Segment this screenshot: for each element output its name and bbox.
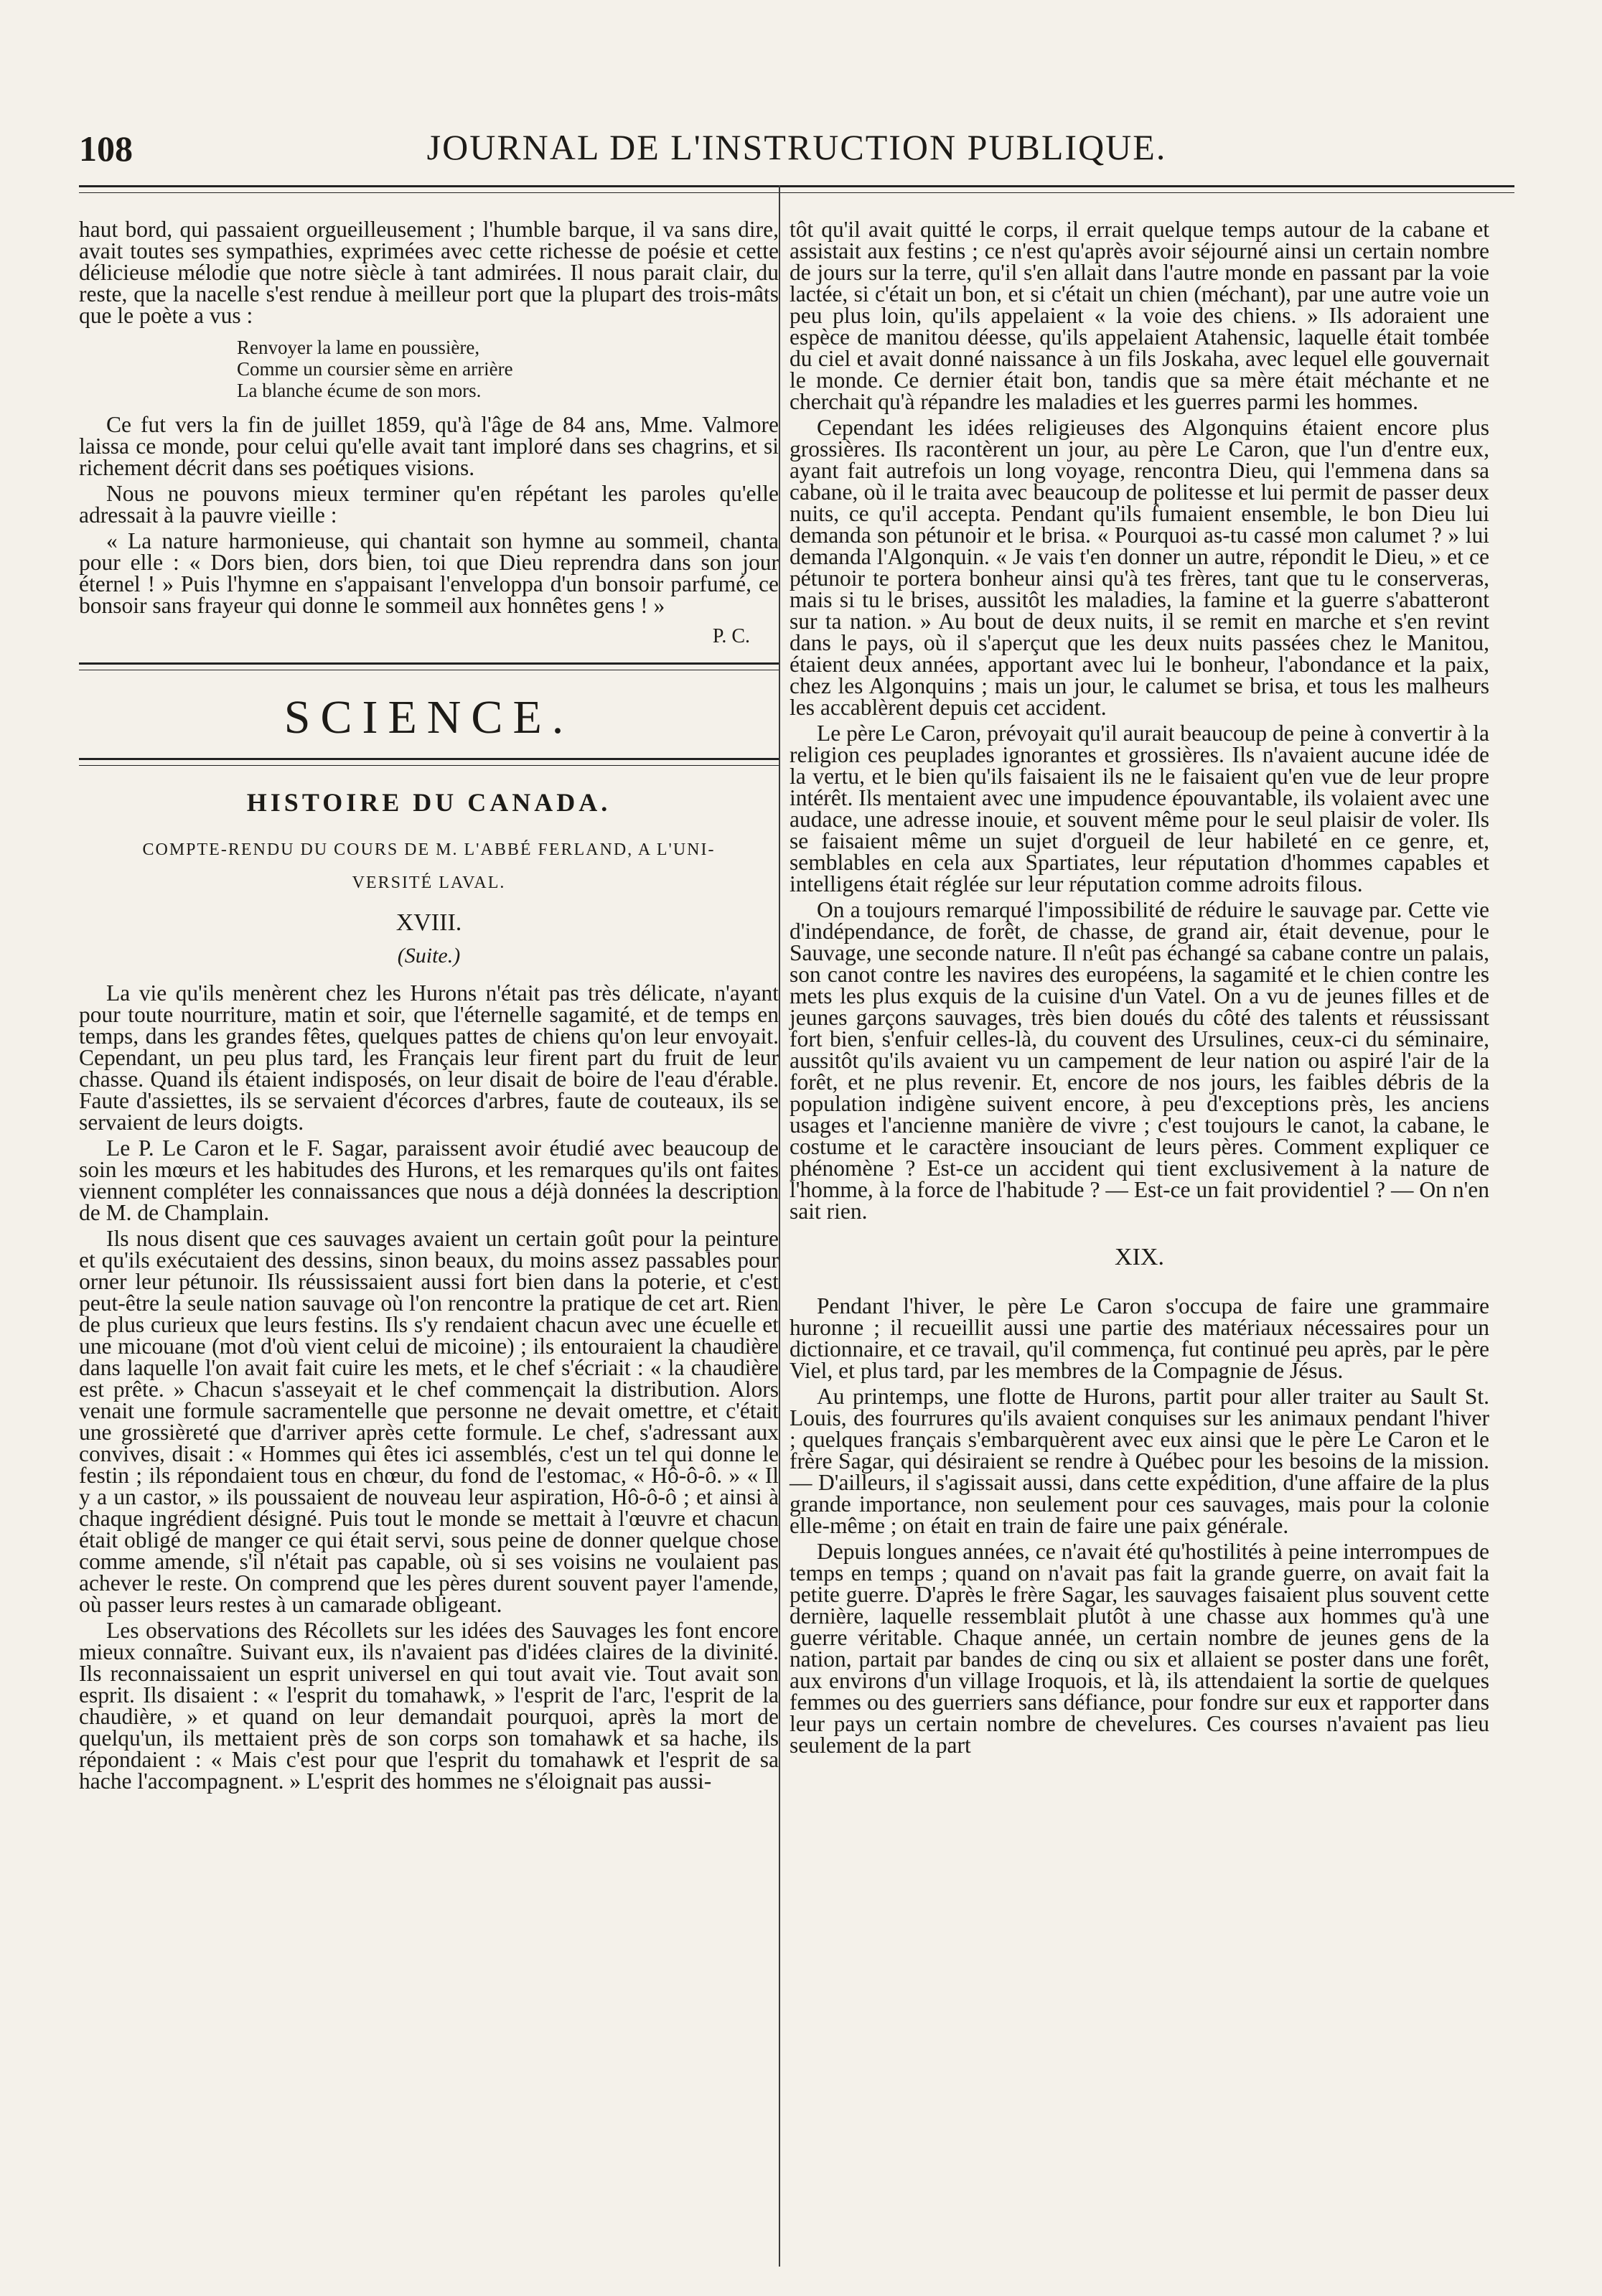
paragraph: La vie qu'ils menèrent chez les Hurons n'était pas très délicate, n'ayant pour toute nourriture, matin et soir, que l'éternelle sagamité, et de temps en temps, dans les grandes fêtes, quelques pattes de chiens qu'on leur envoyait. Cependant, un peu plus tard, les Français leur firent part du fruit de leur chasse. Quand ils étaient indisposés, on leur disait de boire de l'eau d'érable. Faute d'assiettes, ils se servaient d'écorces d'arbres, faute de couteaux, ils se servaient de leurs doigts. [79,980,779,1135]
paragraph: tôt qu'il avait quitté le corps, il errait quelque temps autour de la cabane et assistait aux festins ; ce n'est qu'après avoir séjourné ainsi un certain nombre de jours sur la terre, qu'il s'en allait dans l'autre monde en passant par la voie lactée, si c'était un bon, et si c'était un chien (méchant), par une autre voie un peu plus loin, qu'ils appelaient « la voie des chiens. » Ils adoraient une espèce de manitou déesse, qu'ils appelaient Atahensic, laquelle était tombée du ciel et avait donné naissance à un fils Joskaha, avec lequel elle gouvernait le monde. Ce dernier était bon, tandis que sa mère était méchante et ne cherchait qu'à répandre les maladies et les guerres parmi les hommes. [790,217,1489,414]
subtitle-line: COMPTE-RENDU DU COURS DE M. L'ABBÉ FERLAND, A L'UNI- [142,840,716,859]
paragraph: « La nature harmonieuse, qui chantait son hymne au sommeil, chanta pour elle : « Dors bien, dors bien, toi que Dieu reprendra dans son jour éternel ! » Puis l'hymne en s'appaisant l'enveloppa d'un bonsoir parfumé, ce bonsoir sans frayeur qui donne le sommeil aux honnêtes gens ! » [79,528,779,618]
chapter-number: XIX. [1115,1244,1164,1270]
poem-quote [237,337,779,401]
continuation-note: (Suite.) [397,944,461,967]
paragraph: Les observations des Récollets sur les idées des Sauvages les font encore mieux connaître. Suivant eux, ils n'avaient pas d'idées claires de la divinité. Ils reconnaissaient un esprit universel en qui tout avait vie. Tout avait son esprit. Ils disaient : « l'esprit du tomahawk, » l'esprit de l'arc, l'esprit de la chaudière, » et quand on leur demandait pourquoi, après la mort de quelqu'un, ils mettaient près de son corps son tomahawk et sa hache, ils répondaient : « Mais c'est pour que l'esprit du tomahawk et l'esprit de sa hache l'accompagnent. » L'esprit des hommes ne s'éloignait pas aussi- [79,1618,779,1794]
paragraph: Le P. Le Caron et le F. Sagar, paraissent avoir étudié avec beaucoup de soin les mœurs et les habitudes des Hurons, et les remarques qu'ils ont faites viennent compléter les connaissances que nous a déjà données la description de M. de Champlain. [79,1135,779,1225]
page-number: 108 [79,128,133,169]
subtitle-line: VERSITÉ LAVAL. [352,873,506,892]
journal-title: JOURNAL DE L'INSTRUCTION PUBLIQUE. [426,127,1167,167]
paragraph: Depuis longues années, ce n'avait été qu'hostilités à peine interrompues de temps en temps ; quand on n'avait pas fait la grande guerre, on avait fait la petite guerre. D'après le frère Sagar, les sauvages faisaient plus souvent cette dernière, laquelle ressemblait plutôt à une chasse aux hommes qu'à une guerre véritable. Chaque année, un certain nombre de jeunes gens de la nation, partait par bandes de cinq ou six et allaient se poster dans une forêt, aux environs d'un village Iroquois, et là, ils attendaient la sortie de quelques femmes ou des guerriers sans défiance, pour fondre sur eux et rapporter dans leur pays un certain nombre de chevelures. Ces courses n'avaient pas lieu seulement de la part [790,1539,1489,1758]
paragraph: On a toujours remarqué l'impossibilité de réduire le sauvage par. Cette vie d'indépendance, de forêt, de chasse, de grand air, était devenue, pour le Sauvage, une seconde nature. Il n'eût pas échangé sa cabane contre un palais, son canot contre les navires des européens, la sagamité et le chien contre les mets les plus exquis de la cuisine d'un Vatel. On a vu de jeunes filles et de jeunes garçons sauvages, très bien doués du côté des talents et réussissant fort bien, s'enfuir celles-là, du couvent des Ursulines, ceux-ci du séminaire, aussitôt qu'ils avaient vu un campement de leur nation ou aspiré l'air de la forêt, et ne plus revenir. Et, encore de nos jours, les faibles débris de la population indigène suivent encore, à peu d'exceptions près, les anciens usages et l'ancienne manière de vivre ; c'est toujours le canot, la cabane, le costume et le caractère insouciant de leurs pères. Comment expliquer ce phénomène ? Est-ce un accident qui tient exclusivement à la nature de l'homme, à la force de l'habitude ? — Est-ce un fait providentiel ? — On n'en sait rien. [790,897,1489,1224]
column-divider [779,185,780,2267]
header-rule [79,185,1514,193]
paragraph: Au printemps, une flotte de Hurons, partit pour aller traiter au Sault St. Louis, des fourrures qu'ils avaient conquises sur les animaux pendant l'hiver ; quelques français s'embarquèrent avec eux ainsi que le père Le Caron et le frère Sagar, qui désiraient se rendre à Québec pour les besoins de la mission. — D'ailleurs, il s'agissait aussi, dans cette expédition, d'une affaire de la plus grande importance, non seulement pour ces sauvages, mais pour la colonie elle-même ; on était en train de faire une paix générale. [790,1384,1489,1538]
verse-line: Comme un coursier sème en arrière [237,358,513,380]
verse-line: Renvoyer la lame en poussière, [237,337,480,358]
chapter-number: XVIII. [395,909,462,936]
paragraph: Ils nous disent que ces sauvages avaient un certain goût pour la peinture et qu'ils exécutaient des dessins, sinon beaux, du moins assez passables pour orner leur pétunoir. Ils réussissaient aussi fort bien dans la poterie, et c'est peut-être la seule nation sauvage où l'on rencontre la pratique de cet art. Rien de plus curieux que leurs festins. Ils s'y rendaient chacun avec une écuelle et une micouane (mot d'où vient celui de micoine) ; ils entouraient la chaudière dans laquelle l'on avait fait cuire les mets, et le chef s'écriait : « la chaudière est prête. » Chacun s'asseyait et le chef commençait la distribution. Alors venait une formule sacramentelle que personne ne devait omettre, et c'était une grossièreté que d'arriver après cette formule. Le chef, s'adressant aux convives, disait : « Hommes qui êtes ici assemblés, c'est un tel qui donne le festin ; ils répondaient tous en chœur, du fond de l'estomac, « Hô-ô-ô. » « Il y a un castor, » ils poussaient de nouveau leur aspiration, Hô-ô-ô ; et ainsi à chaque ingrédient désigné. Puis tout le monde se mettait à l'œuvre et chacun était obligé de manger ce qui était servi, sous peine de donner quelque chose comme amende, s'il n'était pas capable, où si ses voisins ne voulaient pas achever le reste. On comprend que les pères durent souvent payer l'amende, où passer leurs restes à un camarade obligeant. [79,1226,779,1617]
paragraph: Ce fut vers la fin de juillet 1859, qu'à l'âge de 84 ans, Mme. Valmore laissa ce monde, pour celui qu'elle avait tant imploré dans ses chagrins, et si richement décrit dans ses poétiques visions. [79,412,779,480]
paragraph: Le père Le Caron, prévoyait qu'il aurait beaucoup de peine à convertir à la religion ces peuplades ignorantes et grossières. Ils n'avaient aucune idée de la vertu, et le bien qu'ils faisaient ils ne le faisaient qu'en vue de leur propre intérêt. Ils mentaient avec une impudence épouvantable, ils volaient avec une audace, une adresse inouie, et souvent même pour le seul plaisir de voler. Ils se faisaient même un sujet d'orgueil de leur habileté en ce genre, et, semblables en cela aux Spartiates, leur réputation d'hommes capables et intelligens était réglée sur leur réputation comme adroits filous. [790,721,1489,896]
right-column [790,219,1489,2264]
author-signature: P. C. [712,625,750,647]
article-subtitle [79,833,779,899]
paragraph: Nous ne pouvons mieux terminer qu'en répétant les paroles qu'elle adressait à la pauvre vieille : [79,481,779,528]
intro-paragraph: haut bord, qui passaient orgueilleusement ; l'humble barque, il va sans dire, avait toutes ses sympathies, exprimées avec cette richesse de poésie et cette délicieuse mélodie que notre siècle à tant admirées. Il nous parait clair, du reste, que la nacelle s'est rendue à meilleur port que la plupart des trois-mâts que le poète a vus : [79,217,779,328]
section-heading: SCIENCE. [284,691,574,744]
paragraph: Pendant l'hiver, le père Le Caron s'occupa de faire une grammaire huronne ; il recueillit aussi une partie des matériaux nécessaires pour un dictionnaire, et ce travail, qu'il commença, fut continué peu après, par le père Viel, et plus tard, par les membres de la Compagnie de Jésus. [790,1293,1489,1383]
left-column [79,219,779,2264]
verse-line: La blanche écume de son mors. [237,380,482,401]
section-rule [79,662,779,670]
article-title: HISTOIRE DU CANADA. [246,788,612,817]
section-rule [79,758,779,766]
paragraph: Cependant les idées religieuses des Algonquins étaient encore plus grossières. Ils racontèrent un jour, au père Le Caron, que l'un d'entre eux, ayant fait autrefois un long voyage, rencontra Dieu, qui l'emmena dans sa cabane, où il le traita avec beaucoup de politesse et lui permit de passer deux nuits, ce qu'il accepta. Pendant qu'ils fumaient ensemble, le bon Dieu lui demanda son pétunoir et le brisa. « Pourquoi as-tu cassé mon calumet ? » lui demanda l'Algonquin. « Je vais t'en donner un autre, répondit le Dieu, » et ce pétunoir te portera bonheur ainsi qu'à tes frères, tant que tu le conserveras, mais si tu le brises, aussitôt les maladies, la famine et la guerre s'abatteront sur ta nation. » Au bout de deux nuits, il se remit en marche et s'en revint dans le pays, où il s'aperçut que les deux nuits passées chez le Manitou, étaient deux années, apportant avec lui le bonheur, l'abondance et la paix, chez les Algonquins ; mais un jour, le calumet se brisa, et tous les malheurs les accablèrent depuis cet accident. [790,415,1489,720]
page-header [79,121,1514,178]
